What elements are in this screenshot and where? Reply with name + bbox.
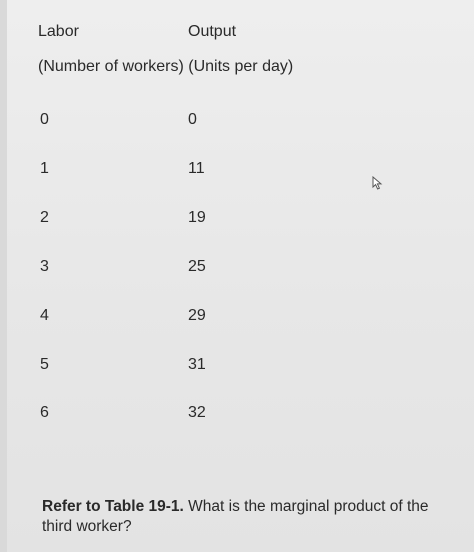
output-cell: 19 (188, 209, 206, 226)
labor-cell: 5 (40, 356, 49, 373)
header-labor: Labor (38, 23, 79, 40)
labor-cell: 0 (40, 111, 49, 128)
output-cell: 0 (188, 111, 197, 128)
labor-cell: 4 (40, 307, 49, 324)
header-output-unit: (Units per day) (188, 58, 294, 75)
question-reference: Refer to Table 19-1. (42, 498, 184, 515)
output-cell: 11 (188, 160, 205, 177)
labor-cell: 1 (40, 160, 49, 177)
question-text (42, 497, 442, 537)
output-cell: 25 (188, 258, 206, 275)
output-cell: 29 (188, 307, 206, 324)
header-output: Output (188, 23, 237, 40)
labor-cell: 6 (40, 404, 49, 421)
header-labor-unit: (Number of workers) (38, 58, 184, 75)
header-units (38, 58, 293, 76)
labor-cell: 3 (40, 258, 49, 275)
page-edge (0, 0, 7, 552)
labor-cell: 2 (40, 209, 49, 226)
mouse-pointer-icon (372, 176, 384, 190)
output-cell: 32 (188, 404, 206, 421)
output-cell: 31 (188, 356, 206, 373)
question-body: What is the marginal product of the third worker? (42, 498, 429, 535)
